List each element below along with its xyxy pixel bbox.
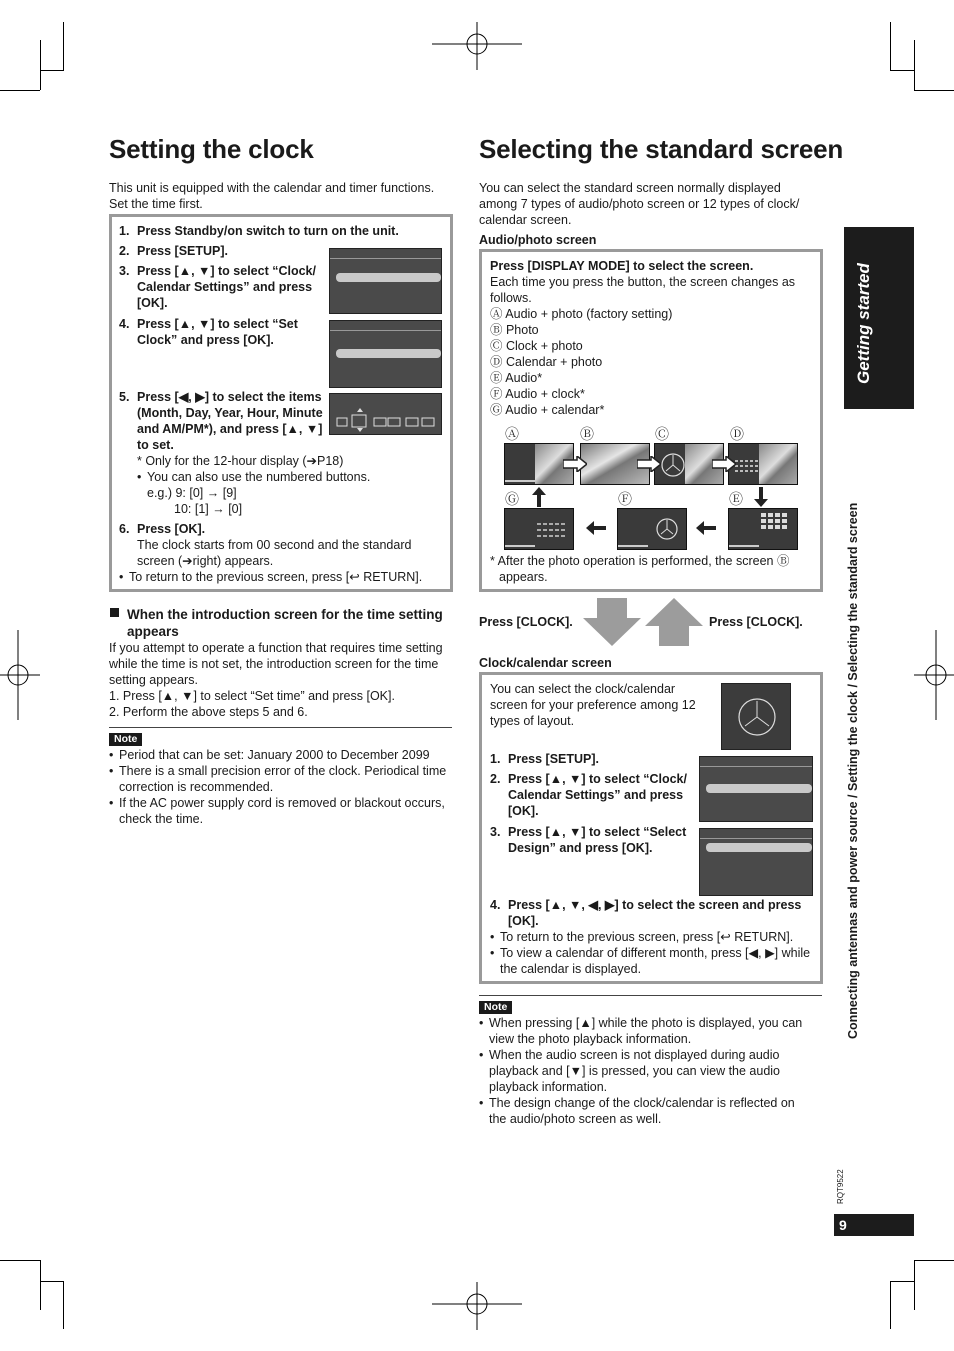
diagram-label-f: Ⓕ — [618, 491, 632, 507]
step5-footnote: * Only for the 12-hour display (➔P18) — [137, 454, 344, 468]
screen-thumb-audio-calendar — [504, 508, 574, 550]
press-clock-left: Press [CLOCK]. — [479, 615, 573, 629]
setup-menu-screen — [329, 248, 442, 314]
notes-right: • When pressing [▲] while the photo is displayed, you can view the photo playback information. • When the audio screen is not displayed during audio playback and [▼] is pressed, you can view the audio playback information. • The design change of the clock/calendar is reflected on the audio/photo screen as well. — [479, 1015, 814, 1127]
display-mode-list: Ⓐ Audio + photo (factory setting) Ⓑ Photo Ⓒ Clock + photo Ⓓ Calendar + photo Ⓔ Audio* Ⓕ Audio + clock* Ⓖ Audio + calendar* — [490, 307, 673, 417]
crop-mark — [0, 1260, 40, 1261]
page-number: 9 — [839, 1217, 847, 1233]
registration-mark-bottom — [432, 1282, 522, 1330]
arrow-left-icon — [696, 521, 716, 535]
clock-face-icon — [722, 684, 792, 751]
chapter-tab-label: Getting started — [854, 263, 873, 384]
diagram-label-b: Ⓑ — [580, 426, 594, 442]
setup-menu-screen-2 — [699, 756, 813, 822]
crop-mark — [914, 90, 954, 91]
section-title-setting-clock: Setting the clock — [109, 134, 314, 164]
square-bullet-icon — [110, 608, 119, 617]
doc-code: RQT9522 — [836, 1169, 845, 1204]
intro-screen-body: If you attempt to operate a function that requires time setting while the time is not set, the introduction screen for the time setting appears. — [109, 641, 443, 687]
crop-mark — [0, 90, 40, 91]
registration-mark-right — [914, 630, 954, 720]
arrow-down-icon — [754, 487, 768, 507]
clock-face-icon — [652, 514, 682, 544]
step5-example-1: e.g.) 9: [0] → [9] — [147, 486, 237, 500]
crop-mark — [40, 1281, 64, 1282]
step-1: 1. Press Standby/on switch to turn on the unit. — [119, 224, 399, 238]
intro-screen-heading: When the introduction screen for the time setting appears — [127, 607, 443, 639]
clock-calendar-intro: You can select the clock/calendar screen for your preference among 12 types of layout. — [490, 682, 696, 728]
clock-settings-screen — [329, 320, 442, 388]
arrow-up-icon — [532, 487, 546, 507]
crop-mark — [63, 1281, 64, 1329]
screen-thumb-audio — [728, 508, 798, 550]
audio-photo-heading: Audio/photo screen — [479, 233, 597, 247]
step-2: 2. Press [SETUP]. — [119, 244, 229, 258]
step5-example-2: 10: [1] → [0] — [174, 502, 243, 516]
select-design-screen — [699, 828, 813, 896]
crop-mark — [914, 1260, 915, 1310]
arrow-right-icon — [712, 456, 736, 472]
registration-mark-top — [432, 22, 522, 70]
diagram-label-a: Ⓐ — [505, 426, 519, 442]
screen-thumb-audio-clock — [617, 508, 687, 550]
crop-mark — [914, 40, 915, 90]
big-arrow-up-icon — [645, 598, 703, 646]
intro-screen-step-1: 1. Press [▲, ▼] to select “Set time” and press [OK]. — [109, 689, 395, 703]
diagram-label-d: Ⓓ — [730, 426, 744, 442]
step-4: 4. Press [▲, ▼] to select “Set Clock” and press [OK]. — [119, 317, 298, 347]
section-path: Connecting antennas and power source / Setting the clock / Selecting the standard screen — [846, 502, 860, 1039]
step-5: 5. Press [◀, ▶] to select the items (Month, Day, Year, Hour, Minute and AM/PM*), and press [▲, ▼] to set. — [119, 390, 323, 452]
big-arrow-down-icon — [583, 598, 641, 646]
clock-step-2: 2. Press [▲, ▼] to select “Clock/ Calendar Settings” and press [OK]. — [490, 772, 687, 818]
step-3: 3. Press [▲, ▼] to select “Clock/ Calendar Settings” and press [OK]. — [119, 264, 316, 310]
crop-mark — [914, 1260, 954, 1261]
clock-step-3: 3. Press [▲, ▼] to select “Select Design” and press [OK]. — [490, 825, 687, 855]
diagram-footnote: * After the photo operation is performed, the screen Ⓑ appears. — [490, 554, 790, 584]
step6-detail: The clock starts from 00 second and the standard screen (➔right) appears. — [137, 538, 412, 568]
crop-mark — [40, 1260, 41, 1310]
standard-screen-intro: You can select the standard screen normally displayed among 7 types of audio/photo screen or 12 types of clock/ calendar screen. — [479, 181, 800, 227]
screen-thumb-calendar-photo — [728, 443, 798, 485]
clock-step-4: 4. Press [▲, ▼, ◀, ▶] to select the screen and press [OK]. — [490, 898, 802, 928]
note-rule-left — [109, 727, 452, 728]
step5-bullets: • You can also use the numbered buttons. — [137, 469, 437, 485]
clock-face-icon — [657, 445, 689, 485]
section-title-standard-screen: Selecting the standard screen — [479, 134, 844, 164]
calendar-grid-icon — [761, 513, 793, 537]
clock-step-1: 1. Press [SETUP]. — [490, 752, 600, 766]
notes-left: • Period that can be set: January 2000 to December 2099 • There is a small precision error of the clock. Periodical time correction is recommended. • If the AC power supply cord is removed or blackout occurs, check the time. — [109, 747, 454, 827]
time-fields-icon — [330, 394, 443, 436]
crop-mark — [890, 1281, 914, 1282]
clock-preview-screen — [721, 683, 791, 750]
crop-mark — [890, 70, 914, 71]
set-clock-screen — [329, 393, 442, 435]
registration-mark-left — [0, 630, 40, 720]
calendar-grid-icon — [535, 511, 571, 547]
press-clock-right: Press [CLOCK]. — [709, 615, 803, 629]
clock-bullets: • To return to the previous screen, press [↩ RETURN]. • To view a calendar of different month, press [◀, ▶] while the calendar is displayed. — [490, 929, 820, 977]
crop-mark — [890, 22, 891, 70]
arrow-right-icon — [563, 456, 587, 472]
arrow-right-icon — [637, 456, 661, 472]
display-mode-step: Press [DISPLAY MODE] to select the screen. — [490, 259, 754, 273]
crop-mark — [63, 22, 64, 70]
diagram-label-e: Ⓔ — [729, 491, 743, 507]
note-rule-right — [479, 995, 822, 996]
note-label-left: Note — [109, 733, 142, 746]
arrow-left-icon — [586, 521, 606, 535]
crop-mark — [890, 1281, 891, 1329]
step-6: 6. Press [OK]. — [119, 522, 206, 536]
display-mode-detail: Each time you press the button, the screen changes as follows. — [490, 275, 796, 305]
crop-mark — [40, 40, 41, 90]
crop-mark — [40, 70, 64, 71]
note-label-right: Note — [479, 1001, 512, 1014]
intro-text: This unit is equipped with the calendar and timer functions. Set the time first. — [109, 181, 435, 211]
intro-screen-step-2: 2. Perform the above steps 5 and 6. — [109, 705, 308, 719]
return-bullet: • To return to the previous screen, press [↩ RETURN]. — [119, 569, 449, 585]
clock-calendar-heading: Clock/calendar screen — [479, 656, 612, 670]
diagram-label-c: Ⓒ — [655, 426, 669, 442]
diagram-label-g: Ⓖ — [505, 491, 519, 507]
